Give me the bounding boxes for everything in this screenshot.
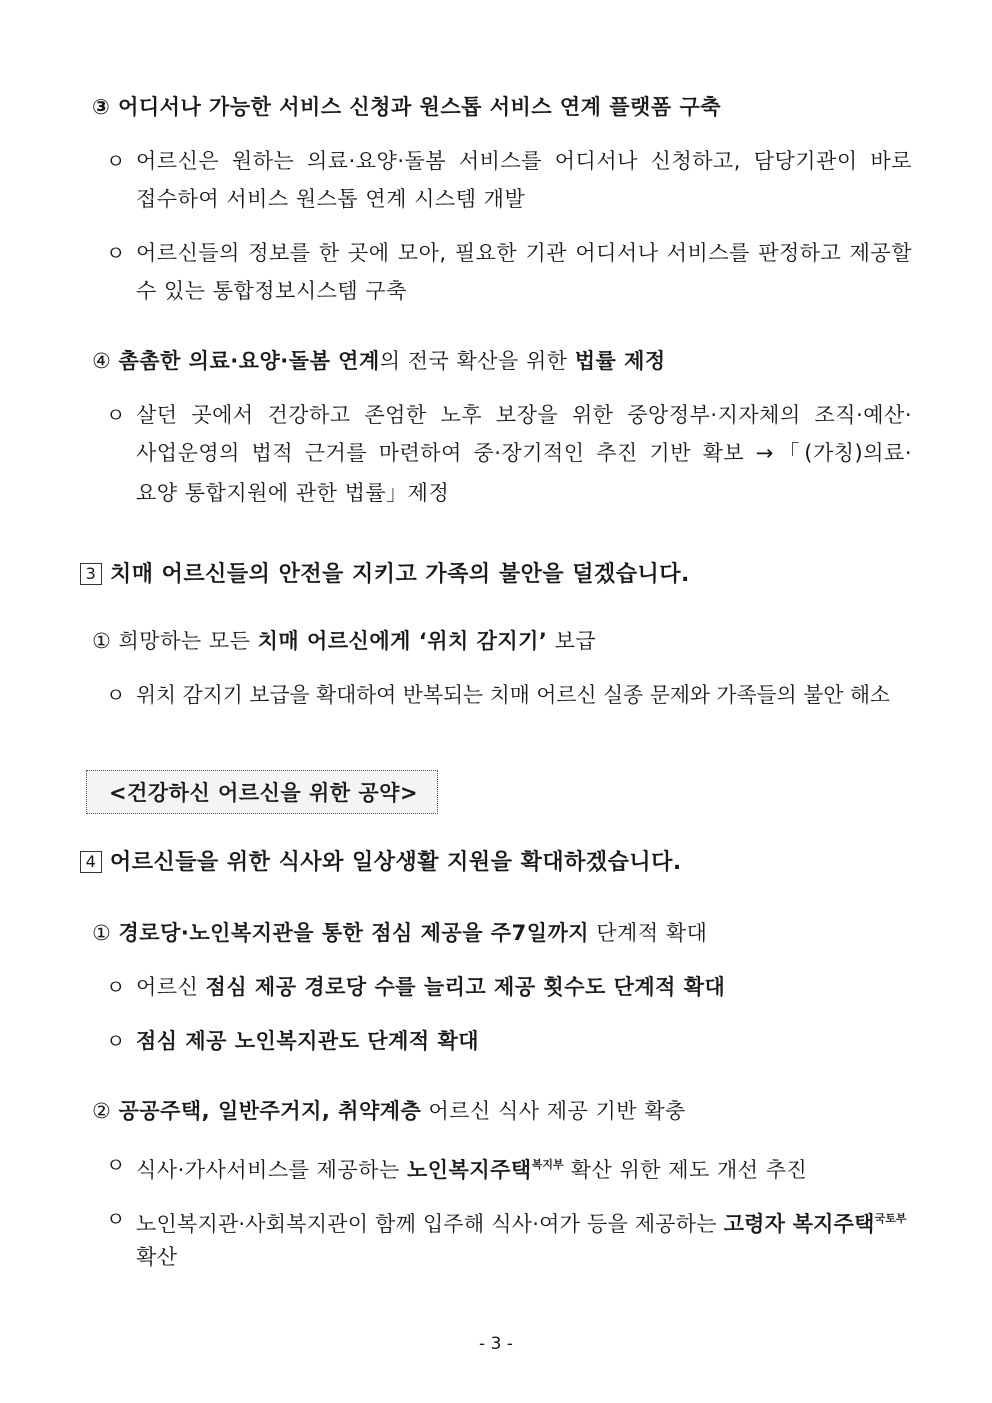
item-marker: ① [92,921,112,945]
section-heading-3 [80,560,690,590]
bullet-icon: ㅇ [106,1207,126,1231]
section-title: 어르신들을 위한 식사와 일상생활 지원을 확대하겠습니다. [110,850,682,875]
bullet-text-continued: 사업운영의 법적 근거를 마련하여 중·장기적인 추진 기반 확보 →「(가칭)의료· [136,441,912,465]
item-heading-3 [92,92,721,122]
item-heading-plain: 보급 [547,629,597,653]
item-heading-bold: 촘촘한 의료·요양·돌봄 연계 [118,349,380,373]
bullet-text: 살던 곳에서 건강하고 존엄한 노후 보장을 위한 중앙정부·지자체의 조직·예산· [136,403,912,427]
bullet-icon: ㅇ [106,403,126,427]
bullet-icon: ㅇ [106,149,126,173]
bullet-text-continued: 요양 통합지원에 관한 법률」제정 [136,481,450,505]
bullet-icon: ㅇ [106,1029,126,1053]
bullet-text [136,1204,912,1239]
bullet-text-bold: 고령자 복지주택 [723,1212,875,1236]
pledge-banner-text: <건강하신 어르신을 위한 공약> [109,781,419,805]
section-number-box: 3 [80,563,102,585]
ministry-superscript: 복지부 [531,1158,564,1171]
bullet-text: 어르신은 원하는 의료·요양·돌봄 서비스를 어디서나 신청하고, 담당기관이 바로 [136,149,912,173]
bullet-icon: ㅇ [106,975,126,999]
bullet-text-bold: 노인복지주택 [406,1158,532,1182]
item-marker: ④ [92,349,112,373]
bullet-text-continued: 수 있는 통합정보시스템 구축 [136,279,407,303]
item-heading-text: 어디서나 가능한 서비스 신청과 원스톱 서비스 연계 플랫폼 구축 [118,95,722,119]
bullet-icon: ㅇ [106,1153,126,1177]
pledge-banner [86,770,438,814]
bullet-text [136,972,725,1002]
bullet-text: 위치 감지기 보급을 확대하여 반복되는 치매 어르신 실종 문제와 가족들의 불안 해소 [136,683,891,707]
item-marker: ① [92,629,112,653]
item-heading-plain: 의 전국 확산을 위한 [379,349,575,373]
bullet-icon: ㅇ [106,241,126,265]
item-heading-4 [92,346,666,376]
item-heading-bold: 법률 제정 [574,349,666,373]
item-heading [92,918,707,948]
item-marker: ③ [92,95,111,119]
bullet-text: 점심 제공 노인복지관도 단계적 확대 [136,1029,480,1053]
item-heading-bold: 공공주택, 일반주거지, 취약계층 [118,1099,422,1123]
bullet-text-plain: 식사·가사서비스를 제공하는 [136,1158,407,1182]
bullet-text-plain: 어르신 [136,975,206,999]
item-heading-plain: 어르신 식사 제공 기반 확충 [421,1099,686,1123]
item-heading-plain: 희망하는 모든 [118,629,258,653]
bullet-text: 어르신들의 정보를 한 곳에 모아, 필요한 기관 어디서나 서비스를 판정하고 제공할 [136,241,912,265]
bullet-text-bold: 점심 제공 경로당 수를 늘리고 제공 횟수도 단계적 확대 [205,975,726,999]
item-heading-bold: 경로당·노인복지관을 통한 점심 제공을 주7일까지 [118,921,590,945]
page-number: - 3 - [479,1334,513,1354]
section-title: 치매 어르신들의 안전을 지키고 가족의 불안을 덜겠습니다. [110,562,690,587]
item-heading [92,626,596,656]
item-marker: ② [92,1099,112,1123]
item-heading-plain: 단계적 확대 [589,921,708,945]
section-heading-4 [80,848,682,878]
section-number-box: 4 [80,851,102,873]
bullet-icon: ㅇ [106,683,126,707]
item-heading-bold: 치매 어르신에게 ‘위치 감지기’ [257,629,548,653]
bullet-text-continued: 확산 [136,1245,178,1269]
bullet-text-plain: 확산 위한 제도 개선 추진 [563,1158,808,1182]
ministry-superscript: 국토부 [874,1212,907,1225]
item-heading [92,1096,686,1126]
bullet-text-continued: 접수하여 서비스 원스톱 연계 시스템 개발 [136,187,526,211]
bullet-text-plain: 노인복지관·사회복지관이 함께 입주해 식사·여가 등을 제공하는 [136,1212,724,1236]
bullet-text [136,1150,807,1185]
